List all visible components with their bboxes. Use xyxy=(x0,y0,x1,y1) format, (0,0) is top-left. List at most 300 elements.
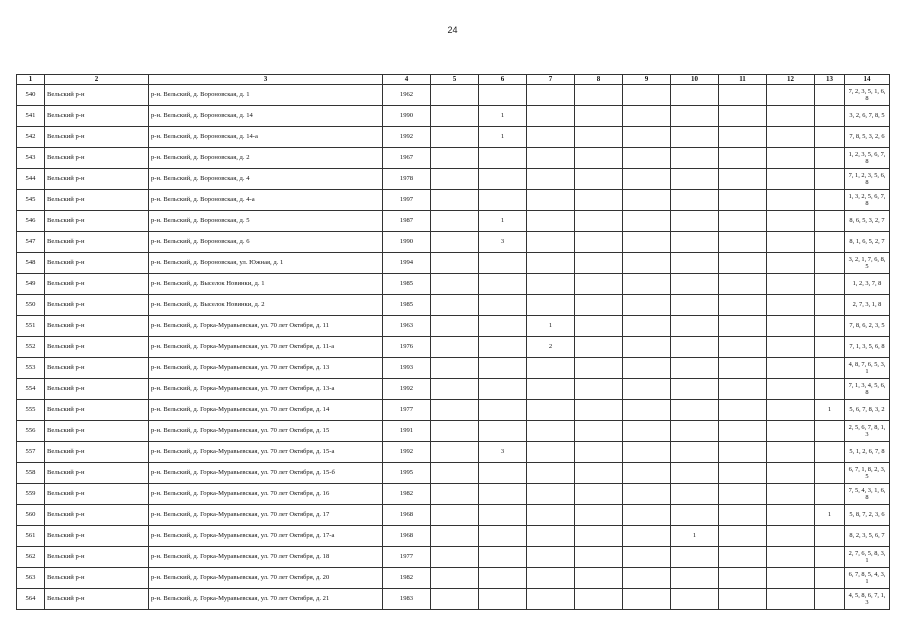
year-cell: 1977 xyxy=(383,547,431,568)
col14-cell: 2, 5, 6, 7, 8, 1, 3 xyxy=(845,421,890,442)
year-cell: 1968 xyxy=(383,505,431,526)
col8-cell xyxy=(575,463,623,484)
col5-cell xyxy=(431,211,479,232)
col5-cell xyxy=(431,442,479,463)
year-cell: 1982 xyxy=(383,484,431,505)
col14-cell: 3, 2, 1, 7, 6, 8, 5 xyxy=(845,253,890,274)
col11-cell xyxy=(719,106,767,127)
col7-cell xyxy=(527,589,575,610)
col5-cell xyxy=(431,589,479,610)
year-cell: 1990 xyxy=(383,106,431,127)
col7-cell xyxy=(527,484,575,505)
col12-cell xyxy=(767,274,815,295)
table-row xyxy=(17,547,890,568)
row-number-cell: 562 xyxy=(17,547,45,568)
year-cell: 1992 xyxy=(383,127,431,148)
row-number-cell: 546 xyxy=(17,211,45,232)
district-cell: Вельский р-н xyxy=(45,106,149,127)
col5-cell xyxy=(431,169,479,190)
col9-cell xyxy=(623,379,671,400)
col13-cell xyxy=(815,316,845,337)
col11-cell xyxy=(719,505,767,526)
col5-cell xyxy=(431,253,479,274)
col7-cell xyxy=(527,274,575,295)
col8-cell xyxy=(575,526,623,547)
year-cell: 1992 xyxy=(383,442,431,463)
row-number-cell: 548 xyxy=(17,253,45,274)
column-header-8: 8 xyxy=(575,75,623,85)
col6-cell xyxy=(479,337,527,358)
col10-cell xyxy=(671,400,719,421)
district-cell: Вельский р-н xyxy=(45,379,149,400)
col11-cell xyxy=(719,148,767,169)
col8-cell xyxy=(575,379,623,400)
address-cell: р-н. Вельский, д. Горка-Муравьевская, ул. 70 лет Октября, д. 21 xyxy=(149,589,383,610)
col7-cell xyxy=(527,547,575,568)
col10-cell xyxy=(671,337,719,358)
col13-cell xyxy=(815,85,845,106)
col10-cell xyxy=(671,358,719,379)
col7-cell xyxy=(527,505,575,526)
year-cell: 1985 xyxy=(383,295,431,316)
col13-cell xyxy=(815,547,845,568)
col9-cell xyxy=(623,106,671,127)
year-cell: 1990 xyxy=(383,232,431,253)
row-number-cell: 563 xyxy=(17,568,45,589)
col7-cell xyxy=(527,211,575,232)
col12-cell xyxy=(767,505,815,526)
row-number-cell: 552 xyxy=(17,337,45,358)
district-cell: Вельский р-н xyxy=(45,169,149,190)
col8-cell xyxy=(575,253,623,274)
col6-cell xyxy=(479,379,527,400)
col9-cell xyxy=(623,463,671,484)
col11-cell xyxy=(719,484,767,505)
col10-cell xyxy=(671,148,719,169)
col12-cell xyxy=(767,421,815,442)
col5-cell xyxy=(431,190,479,211)
address-cell: р-н. Вельский, д. Выселок Новинки, д. 1 xyxy=(149,274,383,295)
district-cell: Вельский р-н xyxy=(45,589,149,610)
col8-cell xyxy=(575,148,623,169)
address-cell: р-н. Вельский, д. Вороновская, д. 4 xyxy=(149,169,383,190)
col11-cell xyxy=(719,421,767,442)
col12-cell xyxy=(767,463,815,484)
col6-cell xyxy=(479,358,527,379)
col5-cell xyxy=(431,505,479,526)
year-cell: 1982 xyxy=(383,568,431,589)
col10-cell xyxy=(671,505,719,526)
row-number-cell: 560 xyxy=(17,505,45,526)
col6-cell xyxy=(479,148,527,169)
col8-cell xyxy=(575,547,623,568)
row-number-cell: 550 xyxy=(17,295,45,316)
col13-cell xyxy=(815,358,845,379)
address-cell: р-н. Вельский, д. Горка-Муравьевская, ул. 70 лет Октября, д. 13 xyxy=(149,358,383,379)
col11-cell xyxy=(719,232,767,253)
year-cell: 1976 xyxy=(383,337,431,358)
table-row xyxy=(17,505,890,526)
row-number-cell: 545 xyxy=(17,190,45,211)
col13-cell xyxy=(815,127,845,148)
col9-cell xyxy=(623,400,671,421)
col13-cell xyxy=(815,169,845,190)
col12-cell xyxy=(767,484,815,505)
col9-cell xyxy=(623,211,671,232)
col6-cell xyxy=(479,85,527,106)
col13-cell xyxy=(815,484,845,505)
col6-cell xyxy=(479,463,527,484)
col14-cell: 6, 7, 8, 5, 4, 3, 1 xyxy=(845,568,890,589)
col5-cell xyxy=(431,547,479,568)
row-number-cell: 551 xyxy=(17,316,45,337)
col11-cell xyxy=(719,274,767,295)
col9-cell xyxy=(623,358,671,379)
year-cell: 1983 xyxy=(383,589,431,610)
register-table xyxy=(16,74,890,610)
col12-cell xyxy=(767,148,815,169)
col7-cell xyxy=(527,106,575,127)
col14-cell: 7, 1, 3, 5, 6, 8 xyxy=(845,337,890,358)
year-cell: 1991 xyxy=(383,421,431,442)
table-row xyxy=(17,442,890,463)
col6-cell: 1 xyxy=(479,127,527,148)
col14-cell: 4, 8, 7, 6, 5, 3, 1 xyxy=(845,358,890,379)
col9-cell xyxy=(623,127,671,148)
col9-cell xyxy=(623,148,671,169)
col11-cell xyxy=(719,211,767,232)
address-cell: р-н. Вельский, д. Горка-Муравьевская, ул. 70 лет Октября, д. 16 xyxy=(149,484,383,505)
district-cell: Вельский р-н xyxy=(45,484,149,505)
row-number-cell: 555 xyxy=(17,400,45,421)
col5-cell xyxy=(431,484,479,505)
col9-cell xyxy=(623,295,671,316)
col6-cell xyxy=(479,568,527,589)
row-number-cell: 557 xyxy=(17,442,45,463)
column-header-10: 10 xyxy=(671,75,719,85)
col13-cell xyxy=(815,211,845,232)
col14-cell: 7, 8, 6, 2, 3, 5 xyxy=(845,316,890,337)
row-number-cell: 542 xyxy=(17,127,45,148)
col11-cell xyxy=(719,337,767,358)
col10-cell xyxy=(671,316,719,337)
col6-cell xyxy=(479,421,527,442)
col14-cell: 2, 7, 6, 5, 8, 3, 1 xyxy=(845,547,890,568)
col5-cell xyxy=(431,316,479,337)
header-row xyxy=(17,75,890,85)
column-header-13: 13 xyxy=(815,75,845,85)
col5-cell xyxy=(431,379,479,400)
row-number-cell: 553 xyxy=(17,358,45,379)
address-cell: р-н. Вельский, д. Вороновская, д. 5 xyxy=(149,211,383,232)
col6-cell xyxy=(479,400,527,421)
col8-cell xyxy=(575,232,623,253)
col10-cell: 1 xyxy=(671,526,719,547)
column-header-1: 1 xyxy=(17,75,45,85)
table-row xyxy=(17,358,890,379)
col13-cell xyxy=(815,379,845,400)
col7-cell xyxy=(527,421,575,442)
col7-cell xyxy=(527,526,575,547)
table-row xyxy=(17,232,890,253)
district-cell: Вельский р-н xyxy=(45,421,149,442)
col14-cell: 4, 5, 8, 6, 7, 1, 3 xyxy=(845,589,890,610)
col9-cell xyxy=(623,421,671,442)
table-row xyxy=(17,148,890,169)
col8-cell xyxy=(575,85,623,106)
col12-cell xyxy=(767,295,815,316)
col10-cell xyxy=(671,547,719,568)
col14-cell: 1, 2, 3, 5, 6, 7, 8 xyxy=(845,148,890,169)
col6-cell xyxy=(479,190,527,211)
col9-cell xyxy=(623,568,671,589)
col13-cell xyxy=(815,589,845,610)
col11-cell xyxy=(719,442,767,463)
col7-cell xyxy=(527,148,575,169)
col11-cell xyxy=(719,169,767,190)
col8-cell xyxy=(575,106,623,127)
col5-cell xyxy=(431,274,479,295)
col12-cell xyxy=(767,379,815,400)
col7-cell xyxy=(527,358,575,379)
col10-cell xyxy=(671,127,719,148)
district-cell: Вельский р-н xyxy=(45,316,149,337)
table-row xyxy=(17,526,890,547)
col12-cell xyxy=(767,169,815,190)
col12-cell xyxy=(767,568,815,589)
col6-cell xyxy=(479,253,527,274)
col5-cell xyxy=(431,106,479,127)
col13-cell xyxy=(815,190,845,211)
col10-cell xyxy=(671,442,719,463)
row-number-cell: 564 xyxy=(17,589,45,610)
col10-cell xyxy=(671,295,719,316)
col10-cell xyxy=(671,232,719,253)
year-cell: 1992 xyxy=(383,379,431,400)
table-row xyxy=(17,253,890,274)
col8-cell xyxy=(575,505,623,526)
year-cell: 1995 xyxy=(383,463,431,484)
table-row xyxy=(17,421,890,442)
table-row xyxy=(17,85,890,106)
district-cell: Вельский р-н xyxy=(45,127,149,148)
column-header-4: 4 xyxy=(383,75,431,85)
address-cell: р-н. Вельский, д. Вороновская, д. 4-а xyxy=(149,190,383,211)
col6-cell xyxy=(479,274,527,295)
col7-cell xyxy=(527,169,575,190)
col11-cell xyxy=(719,253,767,274)
address-cell: р-н. Вельский, д. Вороновская, д. 14-а xyxy=(149,127,383,148)
page-number: 24 xyxy=(447,25,458,35)
row-number-cell: 561 xyxy=(17,526,45,547)
district-cell: Вельский р-н xyxy=(45,526,149,547)
table-row xyxy=(17,274,890,295)
col9-cell xyxy=(623,526,671,547)
col6-cell: 3 xyxy=(479,442,527,463)
col11-cell xyxy=(719,568,767,589)
row-number-cell: 541 xyxy=(17,106,45,127)
col9-cell xyxy=(623,484,671,505)
table-row xyxy=(17,589,890,610)
col14-cell: 7, 1, 2, 3, 5, 6, 8 xyxy=(845,169,890,190)
col5-cell xyxy=(431,127,479,148)
district-cell: Вельский р-н xyxy=(45,547,149,568)
year-cell: 1963 xyxy=(383,316,431,337)
year-cell: 1978 xyxy=(383,169,431,190)
col7-cell xyxy=(527,85,575,106)
col11-cell xyxy=(719,526,767,547)
col6-cell xyxy=(479,547,527,568)
col13-cell xyxy=(815,232,845,253)
col10-cell xyxy=(671,589,719,610)
column-header-6: 6 xyxy=(479,75,527,85)
col11-cell xyxy=(719,589,767,610)
district-cell: Вельский р-н xyxy=(45,274,149,295)
address-cell: р-н. Вельский, д. Горка-Муравьевская, ул. 70 лет Октября, д. 17 xyxy=(149,505,383,526)
col8-cell xyxy=(575,358,623,379)
col10-cell xyxy=(671,85,719,106)
row-number-cell: 540 xyxy=(17,85,45,106)
col9-cell xyxy=(623,253,671,274)
col10-cell xyxy=(671,484,719,505)
year-cell: 1993 xyxy=(383,358,431,379)
address-cell: р-н. Вельский, д. Горка-Муравьевская, ул. 70 лет Октября, д. 17-а xyxy=(149,526,383,547)
col14-cell: 8, 1, 6, 5, 2, 7 xyxy=(845,232,890,253)
column-header-2: 2 xyxy=(45,75,149,85)
col11-cell xyxy=(719,358,767,379)
row-number-cell: 556 xyxy=(17,421,45,442)
column-header-9: 9 xyxy=(623,75,671,85)
col7-cell xyxy=(527,463,575,484)
col9-cell xyxy=(623,589,671,610)
col5-cell xyxy=(431,148,479,169)
col7-cell xyxy=(527,253,575,274)
district-cell: Вельский р-н xyxy=(45,505,149,526)
col6-cell xyxy=(479,295,527,316)
col6-cell xyxy=(479,505,527,526)
col7-cell xyxy=(527,442,575,463)
col8-cell xyxy=(575,127,623,148)
district-cell: Вельский р-н xyxy=(45,85,149,106)
table-row xyxy=(17,463,890,484)
col14-cell: 6, 7, 1, 8, 2, 3, 5 xyxy=(845,463,890,484)
address-cell: р-н. Вельский, д. Выселок Новинки, д. 2 xyxy=(149,295,383,316)
col10-cell xyxy=(671,106,719,127)
col5-cell xyxy=(431,85,479,106)
col5-cell xyxy=(431,400,479,421)
col14-cell: 1, 3, 2, 5, 6, 7, 8 xyxy=(845,190,890,211)
col13-cell xyxy=(815,568,845,589)
col9-cell xyxy=(623,169,671,190)
col5-cell xyxy=(431,526,479,547)
col10-cell xyxy=(671,463,719,484)
col10-cell xyxy=(671,421,719,442)
col12-cell xyxy=(767,400,815,421)
column-header-14: 14 xyxy=(845,75,890,85)
table-row xyxy=(17,484,890,505)
district-cell: Вельский р-н xyxy=(45,400,149,421)
col9-cell xyxy=(623,442,671,463)
col14-cell: 5, 8, 7, 2, 3, 6 xyxy=(845,505,890,526)
address-cell: р-н. Вельский, д. Горка-Муравьевская, ул. 70 лет Октября, д. 18 xyxy=(149,547,383,568)
year-cell: 1967 xyxy=(383,148,431,169)
column-header-5: 5 xyxy=(431,75,479,85)
col11-cell xyxy=(719,547,767,568)
col10-cell xyxy=(671,169,719,190)
col9-cell xyxy=(623,190,671,211)
address-cell: р-н. Вельский, д. Вороновская, д. 2 xyxy=(149,148,383,169)
col8-cell xyxy=(575,400,623,421)
row-number-cell: 554 xyxy=(17,379,45,400)
col11-cell xyxy=(719,295,767,316)
col9-cell xyxy=(623,505,671,526)
col13-cell xyxy=(815,442,845,463)
col6-cell: 1 xyxy=(479,211,527,232)
col12-cell xyxy=(767,253,815,274)
row-number-cell: 559 xyxy=(17,484,45,505)
table-row xyxy=(17,379,890,400)
col9-cell xyxy=(623,547,671,568)
col10-cell xyxy=(671,568,719,589)
district-cell: Вельский р-н xyxy=(45,442,149,463)
table-row xyxy=(17,337,890,358)
address-cell: р-н. Вельский, д. Горка-Муравьевская, ул. 70 лет Октября, д. 15 xyxy=(149,421,383,442)
col7-cell xyxy=(527,295,575,316)
row-number-cell: 549 xyxy=(17,274,45,295)
column-header-12: 12 xyxy=(767,75,815,85)
col7-cell xyxy=(527,400,575,421)
col11-cell xyxy=(719,190,767,211)
col14-cell: 8, 2, 3, 5, 6, 7 xyxy=(845,526,890,547)
col5-cell xyxy=(431,295,479,316)
col7-cell: 2 xyxy=(527,337,575,358)
table-row xyxy=(17,190,890,211)
row-number-cell: 543 xyxy=(17,148,45,169)
col11-cell xyxy=(719,463,767,484)
district-cell: Вельский р-н xyxy=(45,253,149,274)
col11-cell xyxy=(719,379,767,400)
col12-cell xyxy=(767,211,815,232)
col12-cell xyxy=(767,526,815,547)
col12-cell xyxy=(767,547,815,568)
col14-cell: 8, 6, 5, 3, 2, 7 xyxy=(845,211,890,232)
col8-cell xyxy=(575,211,623,232)
address-cell: р-н. Вельский, д. Горка-Муравьевская, ул. 70 лет Октября, д. 11-а xyxy=(149,337,383,358)
col10-cell xyxy=(671,211,719,232)
table-row xyxy=(17,316,890,337)
col7-cell xyxy=(527,190,575,211)
address-cell: р-н. Вельский, д. Вороновская, ул. Южная, д. 1 xyxy=(149,253,383,274)
col8-cell xyxy=(575,568,623,589)
year-cell: 1997 xyxy=(383,190,431,211)
col14-cell: 7, 8, 5, 3, 2, 6 xyxy=(845,127,890,148)
year-cell: 1987 xyxy=(383,211,431,232)
address-cell: р-н. Вельский, д. Вороновская, д. 6 xyxy=(149,232,383,253)
table-row xyxy=(17,169,890,190)
col8-cell xyxy=(575,421,623,442)
col11-cell xyxy=(719,400,767,421)
col13-cell xyxy=(815,295,845,316)
col12-cell xyxy=(767,232,815,253)
table-row xyxy=(17,211,890,232)
col5-cell xyxy=(431,421,479,442)
address-cell: р-н. Вельский, д. Горка-Муравьевская, ул. 70 лет Октября, д. 15-а xyxy=(149,442,383,463)
col11-cell xyxy=(719,127,767,148)
table-row xyxy=(17,400,890,421)
address-cell: р-н. Вельский, д. Горка-Муравьевская, ул. 70 лет Октября, д. 11 xyxy=(149,316,383,337)
table-body xyxy=(17,85,890,610)
district-cell: Вельский р-н xyxy=(45,148,149,169)
